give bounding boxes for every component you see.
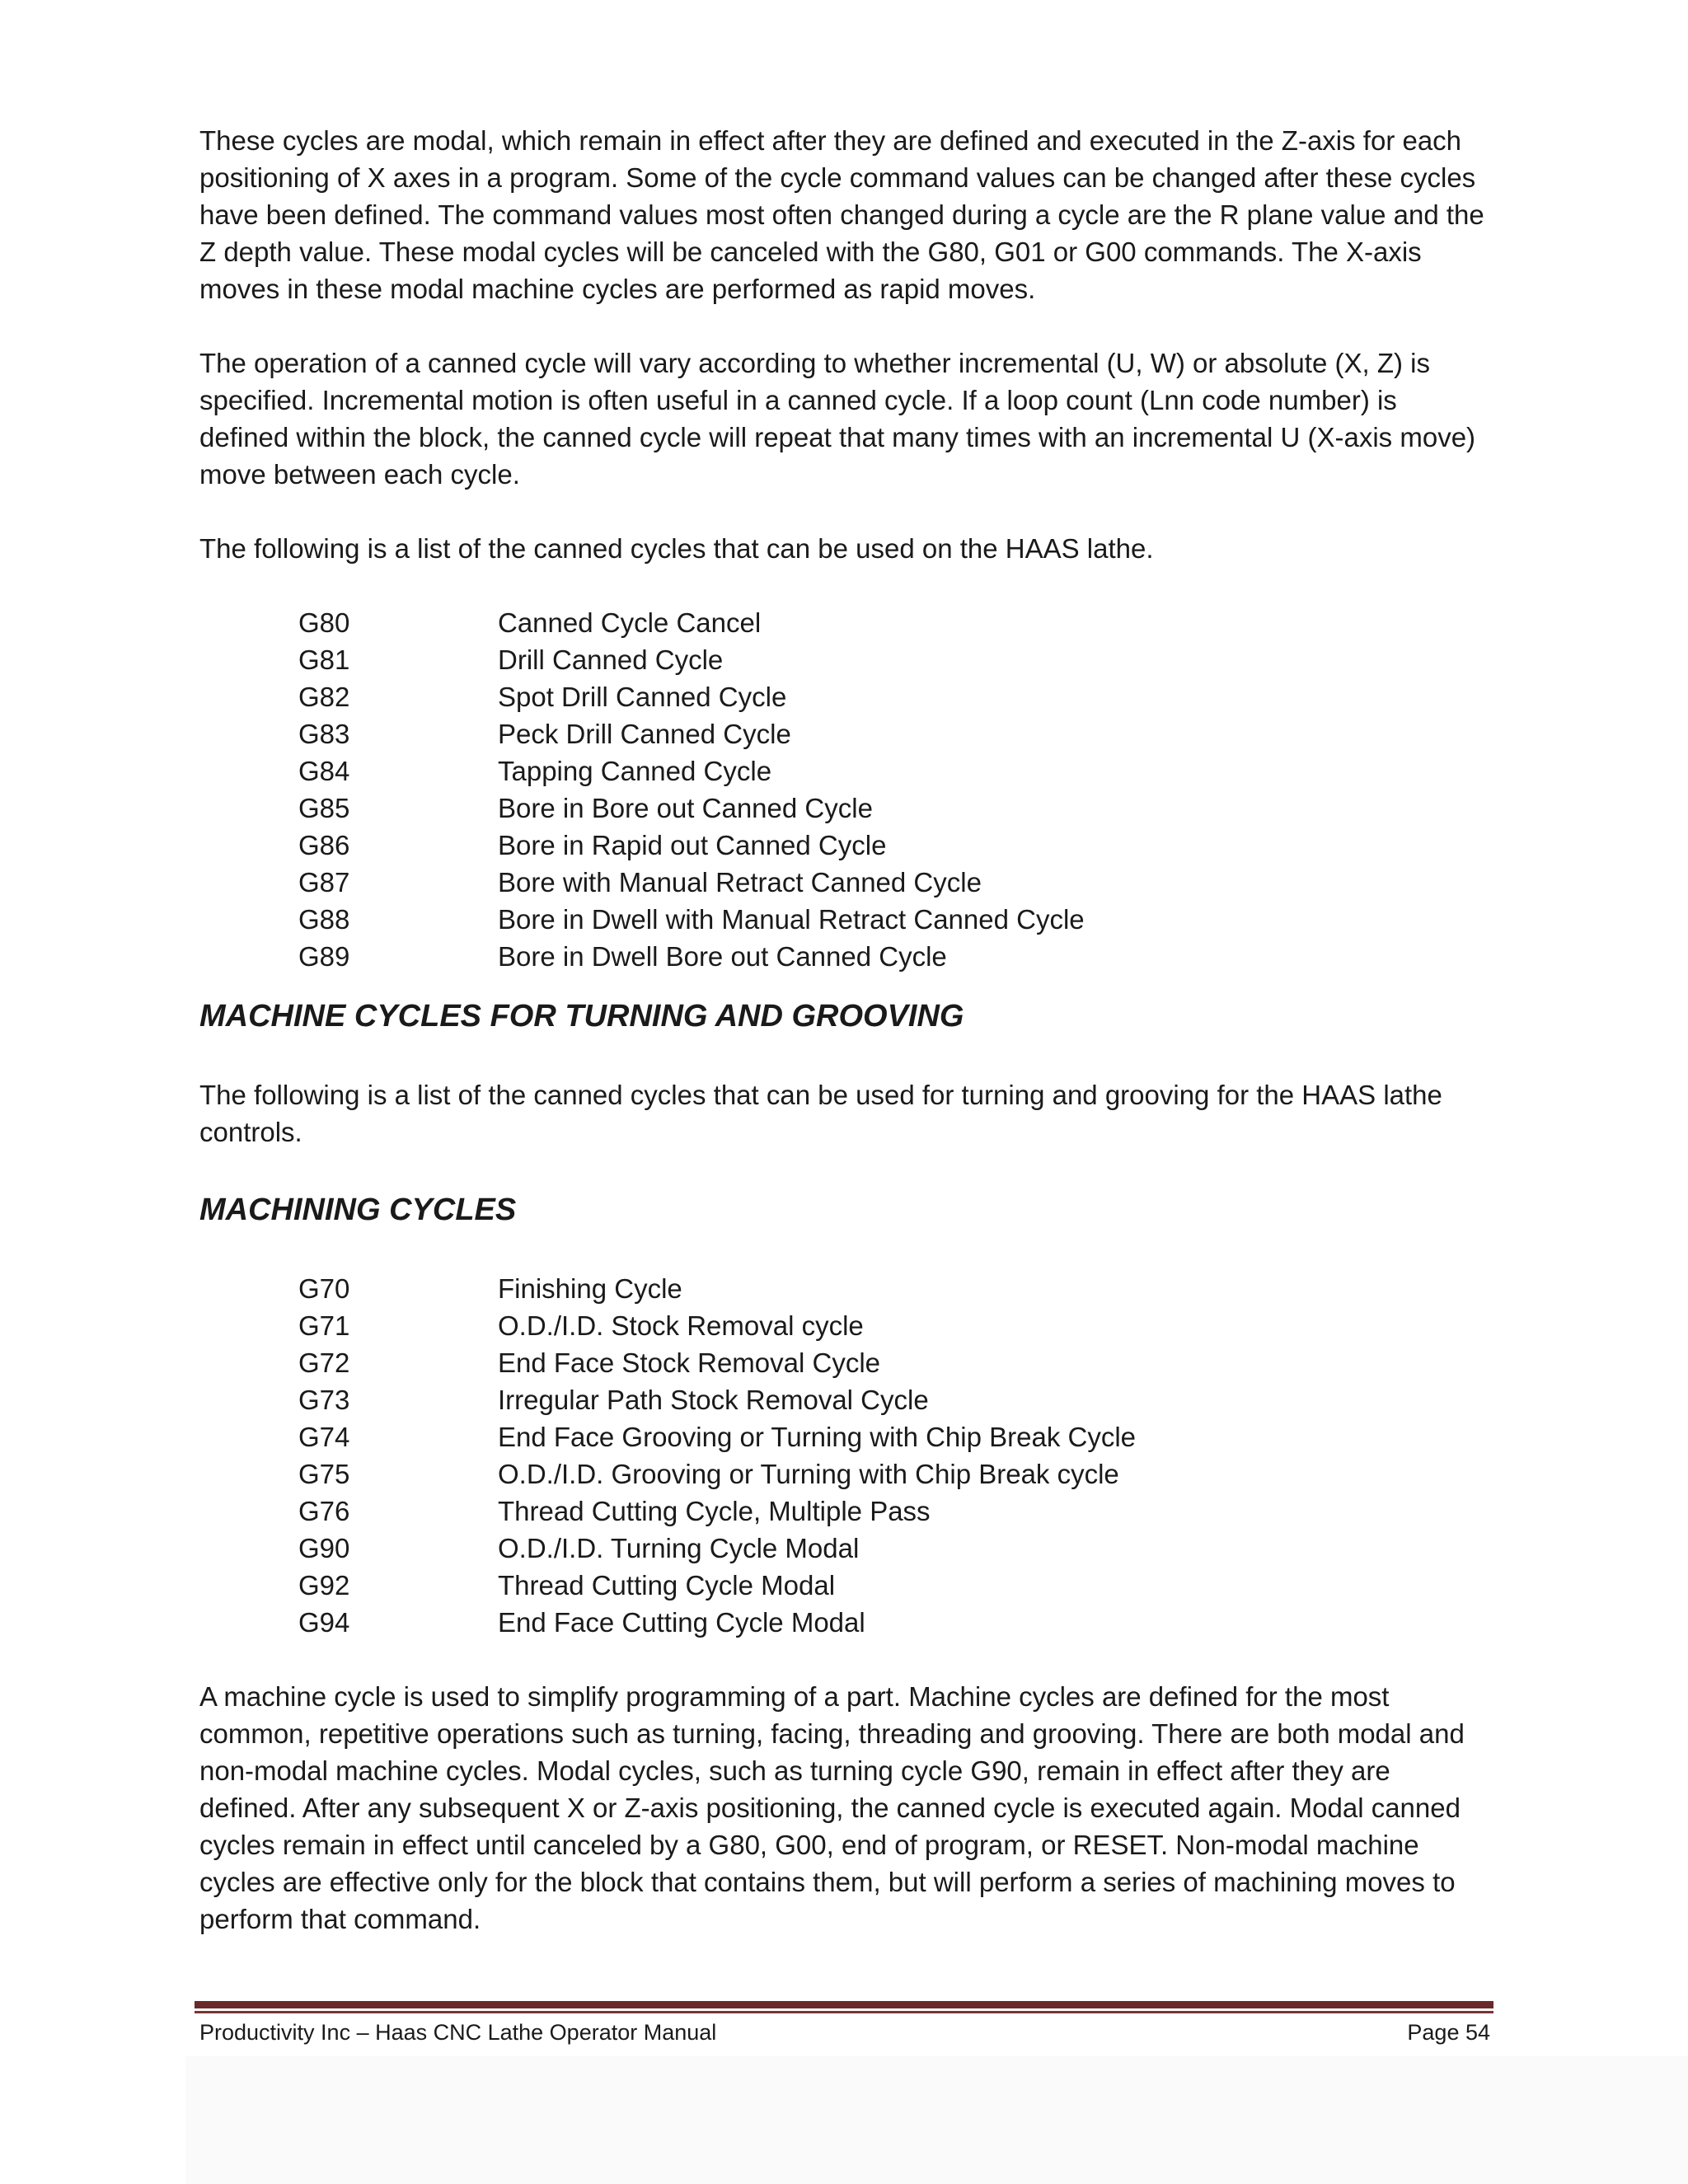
g-code: G82 bbox=[298, 682, 350, 712]
paragraph-modal-cycles: These cycles are modal, which remain in effect after they are defined and executed in the Z-axis for each positioning of X axes in a program. Some of the cycle command values can be changed after these cycles have been defined. The command values most often changed during a cycle are the R plane value and the Z depth value. These modal cycles will be canceled with the G80, G01 or G00 commands. The X-axis moves in these modal machine cycles are performed as rapid moves. bbox=[199, 125, 1484, 304]
g-code: G72 bbox=[298, 1347, 350, 1378]
g-code: G90 bbox=[298, 1533, 350, 1563]
paragraph-incremental-absolute: The operation of a canned cycle will vary according to whether incremental (U, W) or absolute (X, Z) is specified. Incremental motion is often useful in a canned cycle. If a loop count (Lnn code number) is defined within the block, the canned cycle will repeat that many times with an incremental U (X-axis move) move between each cycle. bbox=[199, 348, 1476, 490]
list-item bbox=[199, 901, 1493, 938]
list-item bbox=[199, 1493, 1493, 1530]
g-code-description: Bore in Bore out Canned Cycle bbox=[498, 793, 873, 823]
g-code-description: O.D./I.D. Stock Removal cycle bbox=[498, 1310, 864, 1341]
section-heading-machining-cycles: MACHINING CYCLES bbox=[199, 1193, 517, 1227]
g-code: G84 bbox=[298, 756, 350, 786]
g-code-description: Peck Drill Canned Cycle bbox=[498, 719, 791, 749]
g-code-description: O.D./I.D. Grooving or Turning with Chip Break cycle bbox=[498, 1459, 1119, 1489]
list-item bbox=[199, 641, 1493, 678]
list-item bbox=[199, 1604, 1493, 1641]
g-code: G88 bbox=[298, 904, 350, 935]
page-footer bbox=[199, 2017, 1490, 2048]
canned-cycle-list bbox=[199, 604, 1493, 975]
g-code: G92 bbox=[298, 1570, 350, 1601]
g-code-description: Thread Cutting Cycle Modal bbox=[498, 1570, 836, 1601]
g-code-description: Thread Cutting Cycle, Multiple Pass bbox=[498, 1496, 931, 1526]
g-code: G86 bbox=[298, 830, 350, 860]
document-page bbox=[199, 122, 1493, 1938]
g-code: G73 bbox=[298, 1385, 350, 1415]
g-code: G81 bbox=[298, 644, 350, 675]
g-code-description: O.D./I.D. Turning Cycle Modal bbox=[498, 1533, 860, 1563]
g-code-description: End Face Stock Removal Cycle bbox=[498, 1347, 881, 1378]
list-item bbox=[199, 790, 1493, 827]
list-item bbox=[199, 1418, 1493, 1455]
list-item bbox=[199, 938, 1493, 975]
section-heading-turning-grooving: MACHINE CYCLES FOR TURNING AND GROOVING bbox=[199, 999, 964, 1033]
g-code-description: Finishing Cycle bbox=[498, 1273, 682, 1304]
g-code-description: Tapping Canned Cycle bbox=[498, 756, 772, 786]
g-code-description: Irregular Path Stock Removal Cycle bbox=[498, 1385, 929, 1415]
g-code-description: Drill Canned Cycle bbox=[498, 644, 724, 675]
list-item bbox=[199, 1530, 1493, 1567]
g-code: G70 bbox=[298, 1273, 350, 1304]
g-code: G85 bbox=[298, 793, 350, 823]
paragraph-canned-cycle-intro: The following is a list of the canned cycles that can be used on the HAAS lathe. bbox=[199, 533, 1154, 564]
list-item bbox=[199, 1307, 1493, 1344]
list-item bbox=[199, 1455, 1493, 1493]
list-item bbox=[199, 1270, 1493, 1307]
page-bottom-shade bbox=[185, 2056, 1688, 2184]
g-code-description: Bore in Dwell with Manual Retract Canned Cycle bbox=[498, 904, 1085, 935]
g-code: G80 bbox=[298, 607, 350, 638]
g-code: G75 bbox=[298, 1459, 350, 1489]
g-code: G71 bbox=[298, 1310, 350, 1341]
list-item bbox=[199, 864, 1493, 901]
list-item bbox=[199, 752, 1493, 790]
list-item bbox=[199, 827, 1493, 864]
paragraph-machine-cycle-explanation: A machine cycle is used to simplify programming of a part. Machine cycles are defined for the most common, repetitive operations such as turning, facing, threading and grooving. There are both modal and non-modal machine cycles. Modal cycles, such as turning cycle G90, remain in effect after they are defined. After any subsequent X or Z-axis positioning, the canned cycle is executed again. Modal canned cycles remain in effect until canceled by a G80, G00, end of program, or RESET. Non-modal machine cycles are effective only for the block that contains them, but will perform a series of machining moves to perform that command. bbox=[199, 1681, 1465, 1934]
footer-page-number: Page 54 bbox=[1407, 2020, 1490, 2045]
list-item bbox=[199, 1381, 1493, 1418]
machining-cycle-list bbox=[199, 1270, 1493, 1641]
g-code-description: Bore in Rapid out Canned Cycle bbox=[498, 830, 887, 860]
g-code-description: End Face Grooving or Turning with Chip Break Cycle bbox=[498, 1422, 1137, 1452]
g-code-description: End Face Cutting Cycle Modal bbox=[498, 1607, 865, 1638]
g-code-description: Spot Drill Canned Cycle bbox=[498, 682, 787, 712]
g-code: G83 bbox=[298, 719, 350, 749]
g-code: G76 bbox=[298, 1496, 350, 1526]
list-item bbox=[199, 678, 1493, 715]
footer-document-title: Productivity Inc – Haas CNC Lathe Operator Manual bbox=[199, 2020, 717, 2045]
list-item bbox=[199, 1567, 1493, 1604]
g-code: G89 bbox=[298, 941, 350, 972]
list-item bbox=[199, 1344, 1493, 1381]
g-code: G94 bbox=[298, 1607, 350, 1638]
g-code-description: Bore with Manual Retract Canned Cycle bbox=[498, 867, 982, 898]
g-code: G74 bbox=[298, 1422, 350, 1452]
g-code: G87 bbox=[298, 867, 350, 898]
footer-divider bbox=[195, 2001, 1493, 2013]
g-code-description: Canned Cycle Cancel bbox=[498, 607, 762, 638]
list-item bbox=[199, 604, 1493, 641]
g-code-description: Bore in Dwell Bore out Canned Cycle bbox=[498, 941, 947, 972]
list-item bbox=[199, 715, 1493, 752]
paragraph-turning-grooving-intro: The following is a list of the canned cycles that can be used for turning and grooving for the HAAS lathe controls. bbox=[199, 1080, 1442, 1147]
